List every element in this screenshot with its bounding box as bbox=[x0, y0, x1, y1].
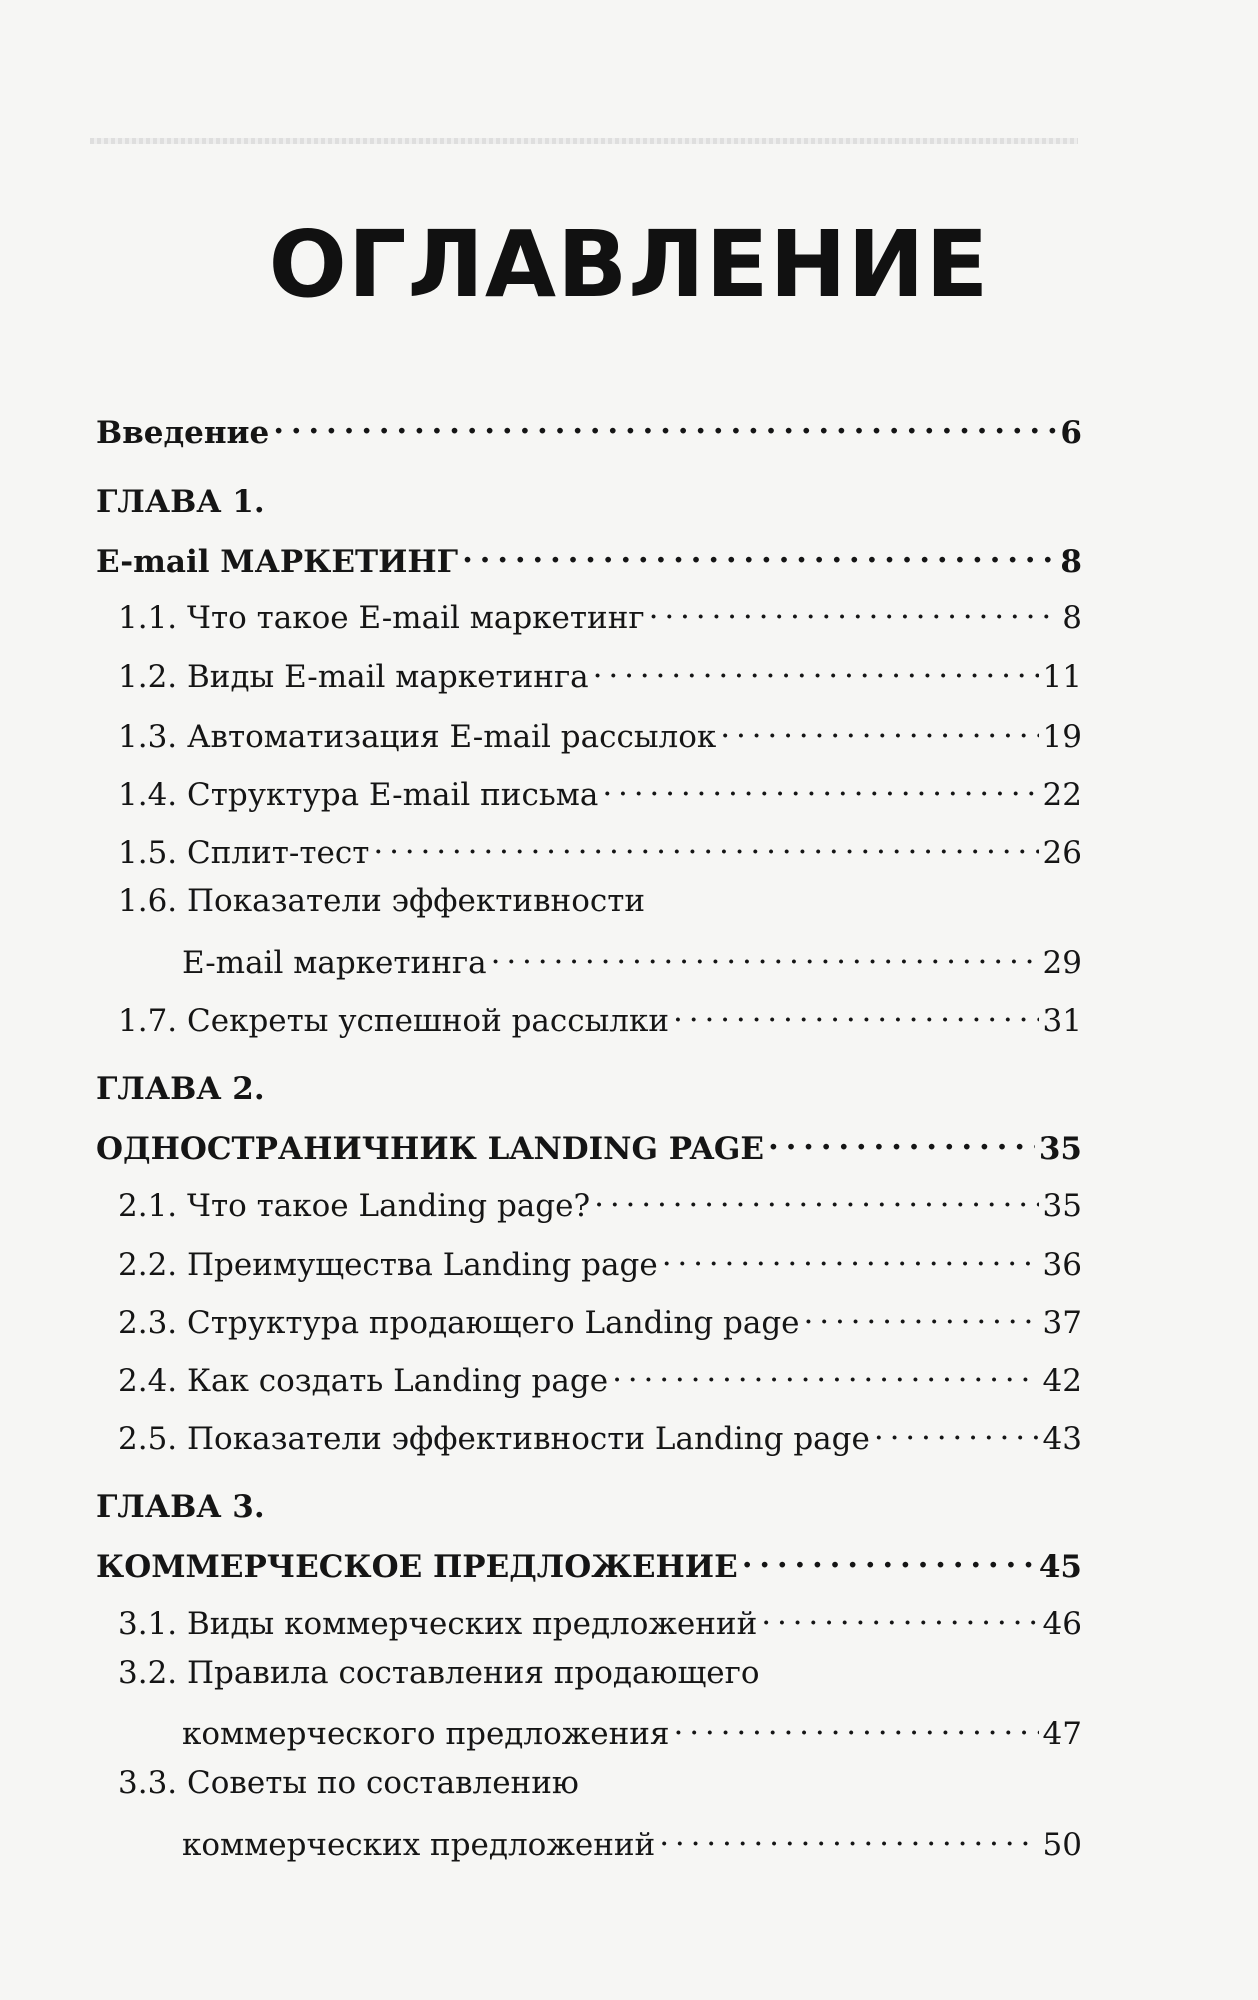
dot-leader bbox=[662, 1235, 1039, 1275]
toc-entry bbox=[118, 1409, 1082, 1457]
toc-page-number: 31 bbox=[1042, 1003, 1082, 1039]
toc-heading bbox=[118, 1653, 760, 1693]
toc-entry bbox=[182, 1704, 1082, 1752]
toc-page-number: 29 bbox=[1042, 945, 1082, 981]
dot-leader bbox=[649, 588, 1059, 628]
toc-entry-label: 1.2. Виды E-mail маркетинга bbox=[118, 659, 589, 695]
toc-entry bbox=[96, 532, 1082, 580]
dot-leader bbox=[593, 647, 1039, 687]
toc-entry-label: 1.3. Автоматизация E-mail рассылок bbox=[118, 719, 717, 755]
toc-entry-label: 2.4. Как создать Landing page bbox=[118, 1363, 609, 1399]
toc-page-number: 43 bbox=[1042, 1421, 1082, 1457]
toc-heading bbox=[118, 881, 645, 921]
dot-leader bbox=[612, 1351, 1038, 1391]
dot-leader bbox=[491, 933, 1039, 973]
toc-page-number: 6 bbox=[1060, 415, 1082, 451]
toc-entry bbox=[118, 1594, 1082, 1642]
dot-leader bbox=[602, 765, 1038, 805]
toc-entry-label: КОММЕРЧЕСКОЕ ПРЕДЛОЖЕНИЕ bbox=[96, 1549, 738, 1585]
toc-entry-label: коммерческих предложений bbox=[182, 1827, 656, 1863]
toc-page-number: 19 bbox=[1042, 719, 1082, 755]
toc-entry bbox=[118, 1235, 1082, 1283]
dot-leader bbox=[373, 823, 1038, 863]
toc-page-number: 35 bbox=[1042, 1188, 1082, 1224]
toc-page-number: 47 bbox=[1042, 1716, 1082, 1752]
toc-entry bbox=[118, 1176, 1082, 1224]
toc-page-number: 35 bbox=[1038, 1131, 1082, 1167]
dot-leader bbox=[874, 1409, 1039, 1449]
toc-entry-label: 3.1. Виды коммерческих предложений bbox=[118, 1606, 758, 1642]
toc-entry bbox=[96, 1119, 1082, 1167]
toc-page-number: 45 bbox=[1038, 1549, 1082, 1585]
toc-entry-label: 2.2. Преимущества Landing page bbox=[118, 1247, 658, 1283]
dot-leader bbox=[761, 1594, 1038, 1634]
dot-leader bbox=[673, 991, 1039, 1031]
toc-heading bbox=[96, 482, 265, 522]
toc-entry-label: ГЛАВА 2. bbox=[96, 1071, 265, 1107]
toc-page-number: 11 bbox=[1042, 659, 1082, 695]
toc-entry bbox=[96, 403, 1082, 451]
toc-page-number: 22 bbox=[1042, 777, 1082, 813]
toc-page-number: 50 bbox=[1042, 1827, 1082, 1863]
toc-entry-label: 3.2. Правила составления продающего bbox=[118, 1655, 760, 1691]
toc-page-number: 8 bbox=[1060, 544, 1082, 580]
toc-entry-label: E-mail маркетинга bbox=[182, 945, 487, 981]
dot-leader bbox=[768, 1119, 1035, 1159]
toc-entry-label: 1.4. Структура E-mail письма bbox=[118, 777, 599, 813]
dot-leader bbox=[742, 1537, 1035, 1577]
toc-entry bbox=[118, 823, 1082, 871]
toc-entry-label: ОДНОСТРАНИЧНИК LANDING PAGE bbox=[96, 1131, 764, 1167]
toc-entry-label: 1.7. Секреты успешной рассылки bbox=[118, 1003, 670, 1039]
page-title: ОГЛАВЛЕНИЕ bbox=[268, 211, 990, 318]
toc-entry bbox=[118, 647, 1082, 695]
toc-entry bbox=[118, 991, 1082, 1039]
toc-entry bbox=[118, 707, 1082, 755]
toc-page-number: 46 bbox=[1042, 1606, 1082, 1642]
toc-entry bbox=[118, 1351, 1082, 1399]
dot-leader bbox=[273, 403, 1056, 443]
toc-entry-label: 3.3. Советы по составлению bbox=[118, 1765, 579, 1801]
dot-leader bbox=[804, 1293, 1039, 1333]
toc-entry-label: 2.3. Структура продающего Landing page bbox=[118, 1305, 800, 1341]
toc-entry-label: коммерческого предложения bbox=[182, 1716, 670, 1752]
toc-page-number: 36 bbox=[1042, 1247, 1082, 1283]
toc-entry bbox=[182, 1815, 1082, 1863]
toc-entry-label: E-mail МАРКЕТИНГ bbox=[96, 544, 459, 580]
toc-entry-label: ГЛАВА 1. bbox=[96, 484, 265, 520]
toc-page-number: 42 bbox=[1042, 1363, 1082, 1399]
toc-entry-label: 1.1. Что такое E-mail маркетинг bbox=[118, 600, 645, 636]
toc-page-number: 37 bbox=[1042, 1305, 1082, 1341]
dot-leader bbox=[462, 532, 1056, 572]
toc-entry-label: ГЛАВА 3. bbox=[96, 1489, 265, 1525]
toc-entry-label: Введение bbox=[96, 415, 270, 451]
toc-page-number: 26 bbox=[1042, 835, 1082, 871]
toc-entry bbox=[182, 933, 1082, 981]
toc-heading bbox=[118, 1763, 579, 1803]
toc-entry-label: 1.5. Сплит-тест bbox=[118, 835, 370, 871]
dot-leader bbox=[594, 1176, 1038, 1216]
toc-entry bbox=[118, 1293, 1082, 1341]
toc-entry-label: 2.1. Что такое Landing page? bbox=[118, 1188, 591, 1224]
toc-entry bbox=[118, 588, 1082, 636]
toc-entry-label: 1.6. Показатели эффективности bbox=[118, 883, 646, 919]
dot-leader bbox=[659, 1815, 1038, 1855]
toc-page-number: 8 bbox=[1062, 600, 1082, 636]
toc-heading bbox=[96, 1487, 265, 1527]
toc-entry bbox=[96, 1537, 1082, 1585]
dot-leader bbox=[674, 1704, 1039, 1744]
toc-entry-label: 2.5. Показатели эффективности Landing page bbox=[118, 1421, 870, 1457]
toc-heading bbox=[96, 1069, 265, 1109]
dot-leader bbox=[720, 707, 1038, 747]
toc-entry bbox=[118, 765, 1082, 813]
